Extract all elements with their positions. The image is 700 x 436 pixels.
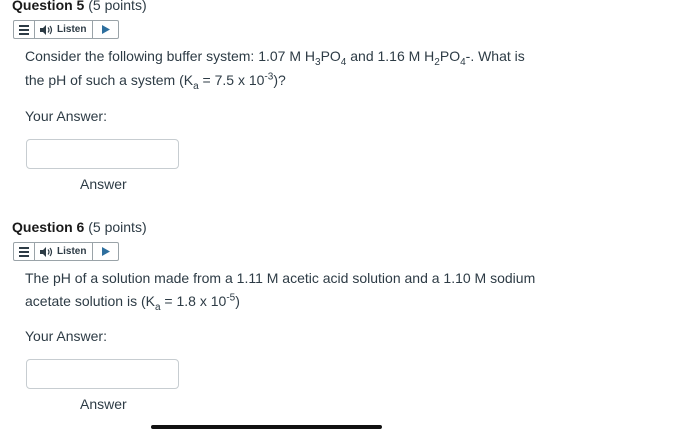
listen-button[interactable] bbox=[35, 243, 93, 260]
text-run: and 1.16 M H bbox=[346, 48, 435, 64]
hamburger-icon[interactable] bbox=[14, 243, 35, 260]
question-6-text-line-1: The pH of a solution made from a 1.11 M acetic acid solution and a 1.10 M sodium bbox=[25, 270, 536, 286]
text-run: )? bbox=[273, 72, 286, 88]
listen-label: Listen bbox=[57, 24, 87, 35]
question-5-points: (5 points) bbox=[88, 0, 147, 13]
text-run: Consider the following buffer system: 1.07 M H bbox=[25, 48, 315, 64]
question-5-your-answer-label: Your Answer: bbox=[25, 108, 107, 124]
listen-button[interactable] bbox=[35, 21, 93, 38]
question-6-text-line-2 bbox=[25, 289, 240, 313]
superscript: -5 bbox=[226, 292, 236, 304]
question-5-text-line-2 bbox=[25, 68, 286, 92]
question-5-listen-toolbar bbox=[13, 20, 119, 39]
text-run: = 7.5 x 10 bbox=[198, 72, 265, 88]
question-5-answer-input[interactable] bbox=[26, 139, 179, 169]
subscript: 2 bbox=[434, 56, 440, 68]
question-6-answer-caption: Answer bbox=[80, 396, 127, 412]
question-6-number: Question 6 bbox=[12, 219, 85, 235]
play-button[interactable] bbox=[93, 21, 118, 38]
subscript: 3 bbox=[315, 56, 321, 68]
play-icon bbox=[102, 247, 110, 256]
text-run: PO bbox=[439, 48, 461, 64]
play-button[interactable] bbox=[93, 243, 118, 260]
text-run: = 1.8 x 10 bbox=[160, 293, 227, 309]
question-5-text-line-1 bbox=[25, 44, 525, 68]
superscript: -3 bbox=[264, 71, 274, 83]
text-run: ) bbox=[235, 293, 240, 309]
home-indicator bbox=[151, 425, 382, 429]
subscript: 4 bbox=[340, 56, 347, 68]
play-icon bbox=[102, 25, 110, 34]
question-6-answer-input[interactable] bbox=[26, 359, 179, 389]
listen-label: Listen bbox=[57, 246, 87, 257]
text-run: the pH of such a system (K bbox=[25, 72, 194, 88]
hamburger-icon[interactable] bbox=[14, 21, 35, 38]
question-6-title bbox=[12, 219, 147, 235]
question-5-title bbox=[12, 0, 147, 13]
question-6-your-answer-label: Your Answer: bbox=[25, 328, 107, 344]
text-run: -. What is bbox=[465, 48, 525, 64]
speaker-icon bbox=[40, 25, 53, 35]
subscript: a bbox=[193, 80, 199, 92]
subscript: a bbox=[154, 301, 161, 313]
question-6-listen-toolbar bbox=[13, 242, 119, 261]
text-run: acetate solution is (K bbox=[25, 293, 155, 309]
text-run: PO bbox=[320, 48, 341, 64]
question-5-number: Question 5 bbox=[12, 0, 85, 13]
question-5-answer-caption: Answer bbox=[80, 176, 127, 192]
speaker-icon bbox=[40, 247, 53, 257]
subscript: 4 bbox=[460, 56, 466, 68]
question-6-points: (5 points) bbox=[88, 219, 147, 235]
